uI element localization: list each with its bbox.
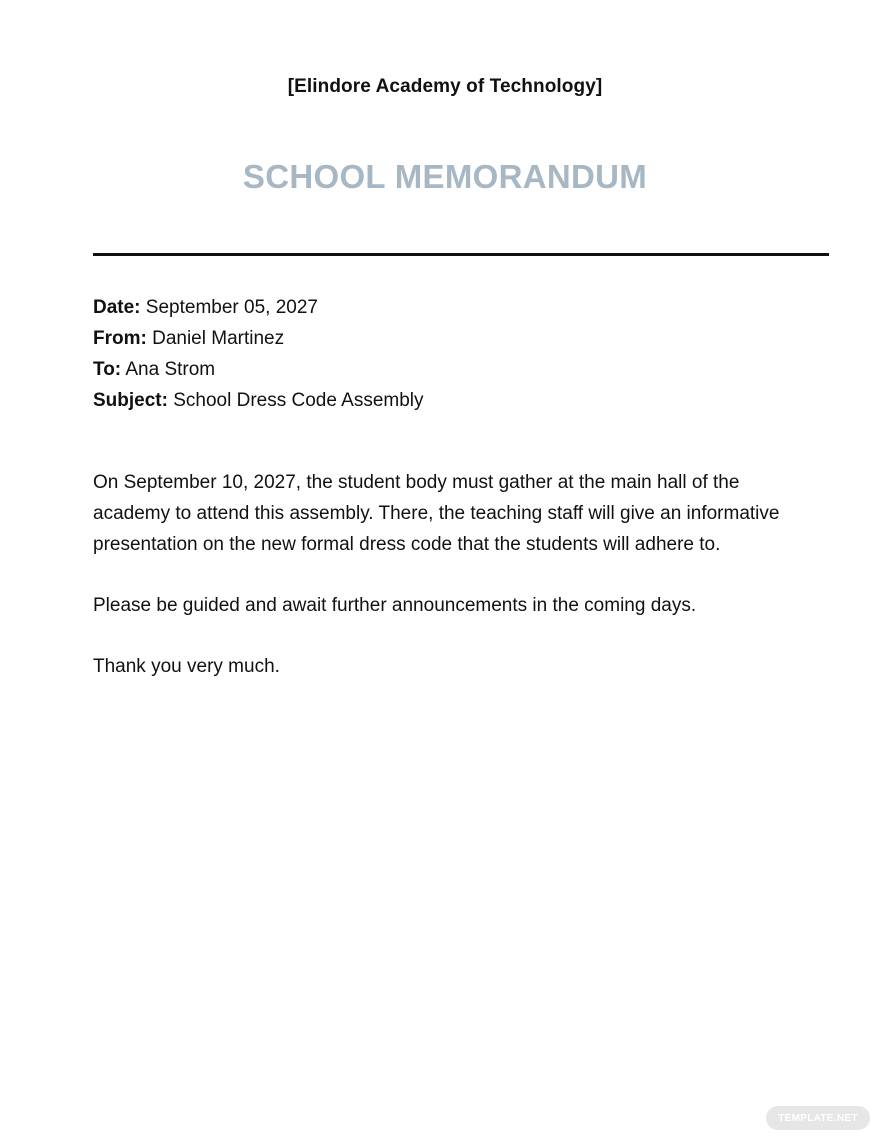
from-value: Daniel Martinez [146,328,285,349]
subject-row [93,385,424,416]
subject-value: School Dress Code Assembly [167,390,424,411]
memo-details [93,292,424,416]
memo-title: SCHOOL MEMORANDUM [242,158,648,195]
from-row [93,323,424,354]
from-label: From: [93,328,147,349]
body-paragraph-2: Please be guided and await further announcements in the coming days. [93,595,697,616]
to-row [93,354,424,385]
memo-body [93,467,793,712]
date-value: September 05, 2027 [140,297,318,318]
header-divider [93,253,829,256]
to-label: To: [93,359,122,380]
date-label: Date: [93,297,141,318]
date-row [93,292,424,323]
subject-label: Subject: [93,390,168,411]
body-paragraph-3: Thank you very much. [93,656,280,677]
organization-name: [Elindore Academy of Technology] [287,76,603,97]
template-watermark: TEMPLATE.NET [766,1106,870,1130]
body-paragraph-1: On September 10, 2027, the student body must gather at the main hall of the academy to attend this assembly. There, the teaching staff will give an informative presentation on the new formal dress code that the students will adhere to. [93,472,780,555]
to-value: Ana Strom [121,359,216,380]
